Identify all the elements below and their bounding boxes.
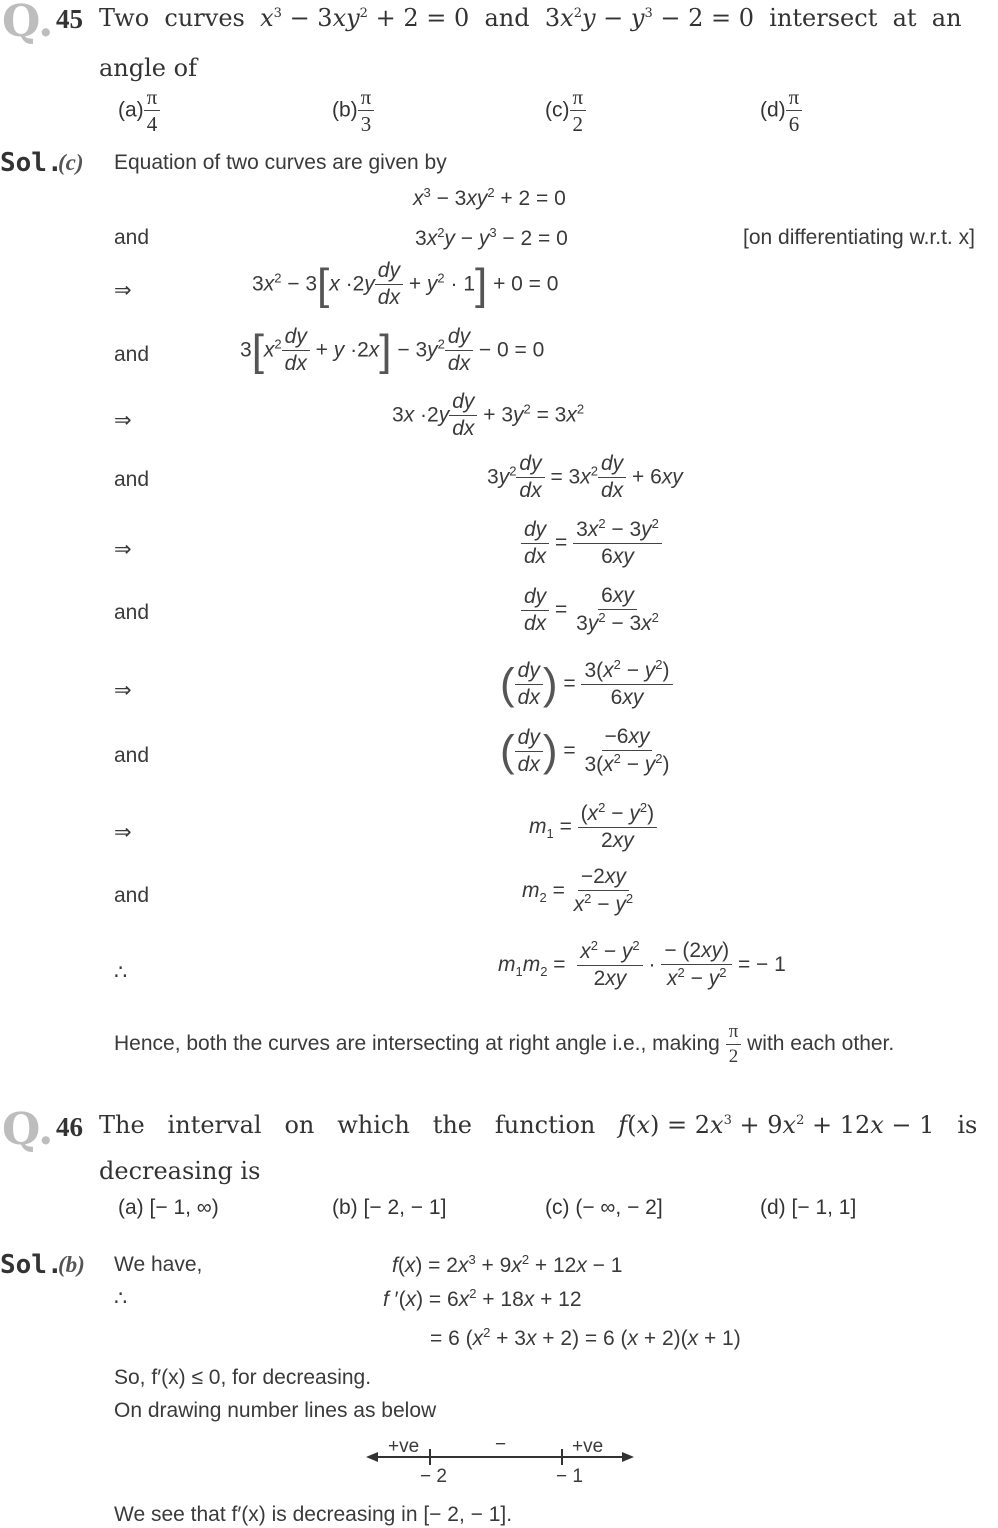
solution-label: Sol. [0, 1250, 63, 1280]
solution-answer: (b) [58, 1252, 85, 1277]
step-b: $3[x^2$ $\frac{dy}{dx}$ + $y \cdot 2x] - 3y^2$ $\frac{dy}{dx}$ − 0 = 0 [240, 325, 545, 376]
middle-sign-label: − [495, 1434, 507, 1455]
number-line-diagram [360, 1432, 640, 1492]
question-mark-logo: Q. [2, 1104, 54, 1155]
and-label: and [114, 343, 150, 366]
number-line-intro: On drawing number lines as below [114, 1399, 437, 1422]
therefore-symbol: ∴ [114, 961, 128, 984]
option-b: (b) [− 2, − 1] [332, 1196, 447, 1219]
step-f: $\frac{dy}{dx}$ = $\frac{6xy}{3y^2 - 3x^2}$ [521, 583, 662, 638]
option-c: (c) (− ∞, − 2] [545, 1196, 663, 1219]
step-h: ( $\frac{dy}{dx}$ ) = $\frac{-6xy}{3(x^2 - y^2)}$ [500, 725, 670, 777]
function-definition: $f(x) = 2x^3 + 9x^2 + 12x - 1$ [392, 1252, 623, 1277]
implies-symbol: ⇒ [114, 279, 132, 302]
step-j: $m_2$ = $\frac{-2xy}{x^2 - y^2}$ [522, 865, 634, 917]
decreasing-condition: So, f′(x) ≤ 0, for decreasing. [114, 1366, 372, 1389]
step-e: $\frac{dy}{dx}$ = $\frac{3x^2 - 3y^2}{6xy}$ [521, 516, 662, 571]
question-text-line1: The interval on which the function $f(x) = 2x^3 + 9x^2 + 12x - 1$ is [99, 1111, 978, 1139]
and-label: and [114, 744, 150, 767]
step-c: 3x ·2y $\frac{dy}{dx}$ + $3y^2 = 3x^2$ [392, 390, 585, 441]
right-sign-label: +ve [572, 1436, 604, 1457]
option-c: (c) $\frac{\pi}{2}$ [545, 84, 586, 138]
and-label: and [114, 468, 150, 491]
question-mark-logo: Q. [2, 0, 54, 47]
factored-derivative: = 6 $(x^2 + 3x + 2) = 6$ (x + 2)(x + 1) [430, 1325, 741, 1350]
question-number: 46 [56, 1112, 83, 1142]
tick-label-minus-1: − 1 [556, 1466, 583, 1487]
left-sign-label: +ve [388, 1436, 420, 1457]
option-a: (a) [− 1, ∞) [118, 1196, 219, 1219]
step-a: $3x^2 - 3[x \cdot 2y$ $\frac{dy}{dx}$ + $y^2 \cdot 1] + 0 = 0$ [252, 259, 559, 310]
we-have-text: We have, [114, 1253, 203, 1276]
question-text-line2: angle of [99, 54, 197, 82]
question-number: 45 [56, 4, 83, 34]
step-i: $m_1$ = $\frac{(x^2 - y^2)}{2xy}$ [529, 800, 657, 855]
implies-symbol: ⇒ [114, 821, 132, 844]
implies-symbol: ⇒ [114, 679, 132, 702]
equation-2: $3x^2y - y^3 - 2 = 0$ [415, 225, 568, 250]
solution-answer: (c) [58, 150, 84, 175]
therefore-symbol: ∴ [114, 1287, 128, 1310]
option-d: (d) $\frac{\pi}{6}$ [760, 84, 802, 138]
conclusion: Hence, both the curves are intersecting at right angle i.e., making $\frac{\pi}{2}$ with each other. [114, 1021, 895, 1067]
implies-symbol: ⇒ [114, 409, 132, 432]
solution-intro: Equation of two curves are given by [114, 151, 447, 174]
solution-label: Sol. [0, 148, 63, 178]
derivative-line: f $'(x) = 6x^2 + 18x + 12$ [383, 1286, 582, 1311]
question-text-line2: decreasing is [99, 1157, 261, 1185]
step-k: $m_1m_2$ = $\frac{x^2 - y^2}{2xy}$ · $\frac{- (2xy)}{x^2 - y^2}$ = − 1 [498, 938, 786, 991]
step-g: ( $\frac{dy}{dx}$ ) = $\frac{3(x^2 - y^2)}{6xy}$ [500, 657, 673, 712]
differentiation-note: [on differentiating w.r.t. x] [743, 226, 975, 249]
equation-1: $x^3 - 3xy^2 + 2 = 0$ [413, 185, 566, 210]
and-label: and [114, 884, 150, 907]
step-d: $3y^2$ $\frac{dy}{dx}$ = $3x^2$ $\frac{dy}{dx}$ + 6xy [487, 452, 683, 503]
option-d: (d) [− 1, 1] [760, 1196, 857, 1219]
option-a: (a) $\frac{\pi}{4}$ [118, 84, 160, 138]
final-conclusion: We see that f′(x) is decreasing in [− 2, − 1]. [114, 1503, 513, 1526]
tick-label-minus-2: − 2 [420, 1466, 447, 1487]
and-label: and [114, 601, 150, 624]
implies-symbol: ⇒ [114, 538, 132, 561]
and-label: and [114, 226, 150, 249]
question-text-line1: Two curves $x^3 - 3xy^2 + 2 = 0$ and $3x^2y - y^3 - 2 = 0$ intersect at an [99, 4, 962, 32]
option-b: (b) $\frac{\pi}{3}$ [332, 84, 374, 138]
